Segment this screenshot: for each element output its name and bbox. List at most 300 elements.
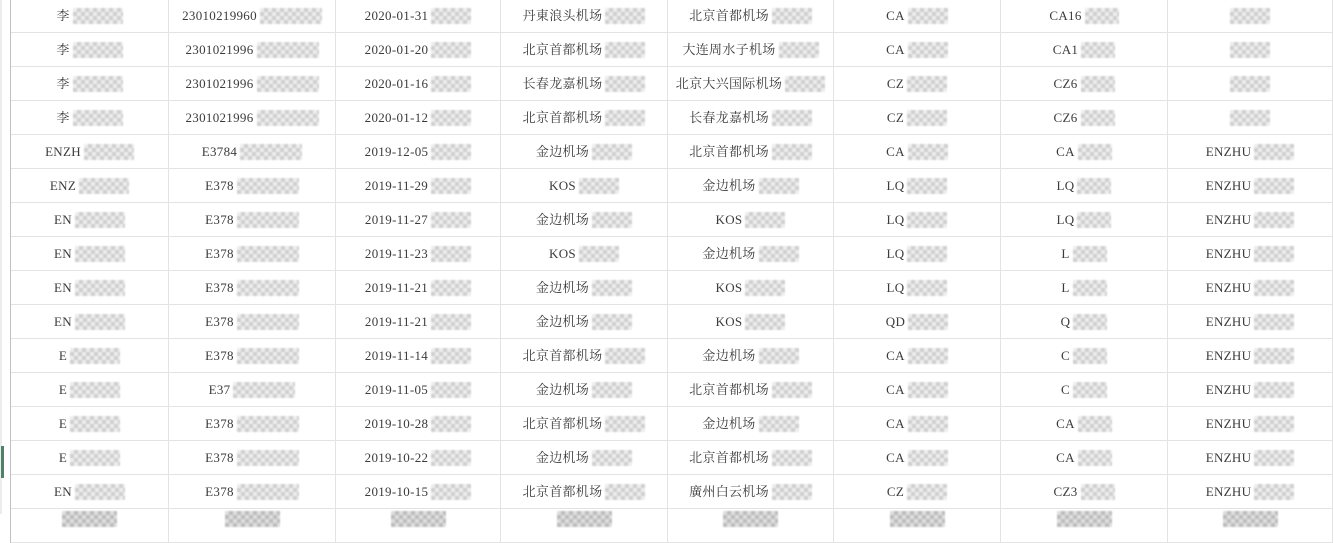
cell-flight_no[interactable] bbox=[1001, 203, 1168, 237]
cell-passenger_tag[interactable] bbox=[1168, 101, 1333, 135]
cell-arrival_airport[interactable] bbox=[668, 33, 834, 67]
censored-blur-patch bbox=[1254, 416, 1294, 432]
censored-blur-patch bbox=[84, 144, 134, 160]
cell-airline_code[interactable] bbox=[834, 475, 1001, 509]
table-row bbox=[11, 305, 1332, 339]
cell-flight_no[interactable] bbox=[1001, 67, 1168, 101]
cell-text: E3784 bbox=[201, 144, 238, 159]
cell-text: ENZHU bbox=[1205, 484, 1252, 499]
cell-arrival_airport[interactable] bbox=[668, 373, 834, 407]
cell-text: 2020-01-16 bbox=[364, 76, 429, 91]
censored-blur-patch bbox=[907, 246, 947, 262]
cell-name[interactable] bbox=[11, 305, 169, 339]
censored-blur-patch bbox=[1073, 280, 1107, 296]
cell-text: E bbox=[58, 416, 68, 431]
cell-arrival_airport[interactable] bbox=[668, 475, 834, 509]
cell-passenger_tag[interactable] bbox=[1168, 169, 1333, 203]
cell-name[interactable] bbox=[11, 33, 169, 67]
cell-text: E378 bbox=[205, 314, 234, 329]
cell-text: 2019-12-05 bbox=[364, 144, 429, 159]
censored-blur-patch bbox=[1230, 8, 1270, 24]
cell-passenger_tag[interactable] bbox=[1168, 135, 1333, 169]
cell-text: 金边机场 bbox=[535, 382, 590, 397]
cell-date[interactable] bbox=[336, 475, 501, 509]
cell-text: E378 bbox=[205, 212, 234, 227]
cell-text: CZ bbox=[886, 110, 905, 125]
cell-airline_code[interactable] bbox=[834, 339, 1001, 373]
censored-blur-patch bbox=[1077, 212, 1111, 228]
censored-blur-patch bbox=[1254, 280, 1294, 296]
cell-departure_airport[interactable] bbox=[501, 33, 668, 67]
censored-blur-patch bbox=[745, 212, 785, 228]
cell-text: E378 bbox=[205, 178, 234, 193]
cell-text: 2019-11-29 bbox=[364, 178, 429, 193]
cell-departure_airport[interactable] bbox=[501, 441, 668, 475]
cell-arrival_airport[interactable] bbox=[668, 101, 834, 135]
cell-name[interactable] bbox=[11, 441, 169, 475]
cell-text: E37 bbox=[208, 382, 231, 397]
cell-departure_airport[interactable] bbox=[501, 407, 668, 441]
cell-text: EN bbox=[54, 212, 72, 227]
cell-airline_code[interactable] bbox=[834, 67, 1001, 101]
cell-text: CZ bbox=[886, 76, 905, 91]
censored-blur-patch bbox=[237, 416, 299, 432]
cell-text: LQ bbox=[1056, 212, 1075, 227]
cell-text: 2019-11-27 bbox=[364, 212, 429, 227]
cell-text: CZ bbox=[886, 484, 905, 499]
cell-text: ENZHU bbox=[1205, 314, 1252, 329]
censored-blur-patch bbox=[237, 484, 299, 500]
censored-blur-patch bbox=[237, 178, 299, 194]
cell-id_number[interactable] bbox=[169, 169, 336, 203]
censored-blur-patch bbox=[907, 280, 947, 296]
cell-text: 北京首都机场 bbox=[689, 382, 769, 397]
censored-blur-patch bbox=[908, 42, 948, 58]
censored-blur-patch bbox=[1078, 144, 1112, 160]
cell-flight_no[interactable] bbox=[1001, 101, 1168, 135]
cell-passenger_tag[interactable] bbox=[1168, 237, 1333, 271]
cell-flight_no[interactable] bbox=[1001, 441, 1168, 475]
cell-text: ENZHU bbox=[1205, 280, 1252, 295]
cell-text: CA bbox=[886, 144, 905, 159]
cell-date[interactable] bbox=[336, 441, 501, 475]
censored-blur-patch bbox=[907, 484, 947, 500]
cell-text: KOS bbox=[549, 178, 576, 193]
cell-id_number[interactable] bbox=[169, 203, 336, 237]
cell-date[interactable] bbox=[336, 33, 501, 67]
censored-blur-patch bbox=[1078, 416, 1112, 432]
cell-flight_no[interactable] bbox=[1001, 407, 1168, 441]
cell-departure_airport[interactable] bbox=[501, 373, 668, 407]
cell-text: 2019-10-28 bbox=[364, 416, 429, 431]
cell-departure_airport[interactable] bbox=[501, 475, 668, 509]
cell-date[interactable] bbox=[336, 203, 501, 237]
cell-airline_code[interactable] bbox=[834, 407, 1001, 441]
censored-blur-patch bbox=[745, 314, 785, 330]
cell-name[interactable] bbox=[11, 203, 169, 237]
cell-arrival_airport[interactable] bbox=[668, 339, 834, 373]
cell-flight_no[interactable] bbox=[1001, 33, 1168, 67]
censored-blur-patch bbox=[605, 42, 645, 58]
censored-blur-patch bbox=[431, 484, 471, 500]
cell-date[interactable] bbox=[336, 373, 501, 407]
cell-text: LQ bbox=[886, 280, 905, 295]
cell-passenger_tag[interactable] bbox=[1168, 373, 1333, 407]
cell-text: 2020-01-31 bbox=[364, 8, 429, 23]
censored-blur-patch bbox=[759, 246, 799, 262]
table-row bbox=[11, 373, 1332, 407]
censored-blur-patch bbox=[1254, 144, 1294, 160]
cell-text: CA bbox=[886, 348, 905, 363]
cell-passenger_tag[interactable] bbox=[1168, 407, 1333, 441]
censored-blur-patch bbox=[1078, 450, 1112, 466]
cell-text: 北京首都机场 bbox=[689, 144, 769, 159]
censored-blur-patch bbox=[908, 348, 948, 364]
cell-text: C bbox=[1061, 382, 1070, 397]
censored-blur-patch bbox=[79, 178, 129, 194]
censored-blur-patch bbox=[557, 511, 612, 527]
cell-name[interactable] bbox=[11, 169, 169, 203]
cell-arrival_airport[interactable] bbox=[668, 305, 834, 339]
censored-blur-patch bbox=[592, 144, 632, 160]
cell-text: CA1 bbox=[1052, 42, 1079, 57]
censored-blur-patch bbox=[772, 484, 812, 500]
cell-airline_code[interactable] bbox=[834, 237, 1001, 271]
cell-text: ENZH bbox=[45, 144, 81, 159]
censored-blur-patch bbox=[908, 450, 948, 466]
cell-text: ENZHU bbox=[1205, 178, 1252, 193]
censored-blur-patch bbox=[1085, 8, 1119, 24]
cell-text: CA bbox=[886, 416, 905, 431]
cell-text: KOS bbox=[715, 280, 743, 295]
censored-blur-patch bbox=[907, 110, 947, 126]
cell-text: KOS bbox=[715, 314, 743, 329]
cell-departure_airport[interactable] bbox=[501, 339, 668, 373]
cell-id_number[interactable] bbox=[169, 407, 336, 441]
censored-blur-patch bbox=[759, 348, 799, 364]
censored-blur-patch bbox=[62, 511, 117, 527]
table-row bbox=[11, 339, 1332, 373]
cell-airline_code[interactable] bbox=[834, 373, 1001, 407]
cell-name[interactable] bbox=[11, 339, 169, 373]
cell-passenger_tag[interactable] bbox=[1168, 67, 1333, 101]
cell-passenger_tag[interactable] bbox=[1168, 475, 1333, 509]
table-row bbox=[11, 169, 1332, 203]
censored-blur-patch bbox=[1254, 348, 1294, 364]
cell-flight_no[interactable] bbox=[1001, 169, 1168, 203]
censored-blur-patch bbox=[592, 382, 632, 398]
cell-text: 李 bbox=[56, 76, 70, 91]
cell-id_number[interactable] bbox=[169, 101, 336, 135]
censored-blur-patch bbox=[907, 178, 947, 194]
cell-arrival_airport[interactable] bbox=[668, 0, 834, 33]
cell-date[interactable] bbox=[336, 0, 501, 33]
censored-blur-patch bbox=[73, 8, 123, 24]
cell-airline_code[interactable] bbox=[834, 203, 1001, 237]
cell-arrival_airport[interactable] bbox=[668, 135, 834, 169]
cell-name[interactable] bbox=[11, 237, 169, 271]
censored-blur-patch bbox=[257, 110, 319, 126]
cell-passenger_tag[interactable] bbox=[1168, 305, 1333, 339]
censored-blur-patch bbox=[431, 450, 471, 466]
cell-id_number[interactable] bbox=[169, 475, 336, 509]
cell-id_number[interactable] bbox=[169, 441, 336, 475]
censored-blur-patch bbox=[431, 280, 471, 296]
cell-date[interactable] bbox=[336, 67, 501, 101]
cell-name[interactable] bbox=[11, 101, 169, 135]
cell-departure_airport[interactable] bbox=[501, 305, 668, 339]
cell-airline_code[interactable] bbox=[834, 135, 1001, 169]
censored-blur-patch bbox=[75, 484, 125, 500]
censored-blur-patch bbox=[605, 348, 645, 364]
cell-departure_airport[interactable] bbox=[501, 169, 668, 203]
cell-airline_code[interactable] bbox=[834, 305, 1001, 339]
censored-blur-patch bbox=[70, 348, 120, 364]
censored-blur-patch bbox=[73, 76, 123, 92]
cell-text: 金边机场 bbox=[535, 212, 590, 227]
censored-blur-patch bbox=[73, 42, 123, 58]
cell-text: 长春龙嘉机场 bbox=[689, 110, 769, 125]
censored-blur-patch bbox=[907, 212, 947, 228]
cell-text: E378 bbox=[205, 450, 234, 465]
cell-text: 北京首都机场 bbox=[522, 42, 603, 57]
table-row bbox=[11, 237, 1332, 271]
cell-text: L bbox=[1061, 246, 1070, 261]
cell-text: CZ6 bbox=[1053, 110, 1078, 125]
cell-text: CA bbox=[886, 382, 905, 397]
censored-blur-patch bbox=[605, 416, 645, 432]
cell-text: CZ3 bbox=[1053, 484, 1078, 499]
cell-passenger_tag[interactable] bbox=[1168, 203, 1333, 237]
cell-departure_airport[interactable] bbox=[501, 0, 668, 33]
censored-blur-patch bbox=[431, 8, 471, 24]
cell-text: ENZHU bbox=[1205, 348, 1252, 363]
cell-name[interactable] bbox=[11, 373, 169, 407]
cell-passenger_tag[interactable] bbox=[1168, 0, 1333, 33]
censored-blur-patch bbox=[75, 280, 125, 296]
censored-blur-patch bbox=[70, 450, 120, 466]
cell-name[interactable] bbox=[11, 475, 169, 509]
cell-text: 北京首都机场 bbox=[689, 450, 769, 465]
cell-text: ENZHU bbox=[1205, 382, 1252, 397]
cell-passenger_tag[interactable] bbox=[1168, 509, 1333, 543]
censored-blur-patch bbox=[605, 76, 645, 92]
cell-airline_code[interactable] bbox=[834, 509, 1001, 543]
cell-id_number[interactable] bbox=[169, 67, 336, 101]
censored-blur-patch bbox=[890, 511, 945, 527]
cell-text: 2301021996 bbox=[185, 42, 254, 57]
cell-id_number[interactable] bbox=[169, 305, 336, 339]
censored-blur-patch bbox=[237, 280, 299, 296]
cell-name[interactable] bbox=[11, 271, 169, 305]
cell-flight_no[interactable] bbox=[1001, 475, 1168, 509]
cell-text: KOS bbox=[715, 212, 743, 227]
cell-text: ENZHU bbox=[1205, 246, 1252, 261]
cell-date[interactable] bbox=[336, 237, 501, 271]
censored-blur-patch bbox=[772, 450, 812, 466]
cell-text: EN bbox=[54, 484, 72, 499]
cell-departure_airport[interactable] bbox=[501, 237, 668, 271]
cell-id_number[interactable] bbox=[169, 0, 336, 33]
censored-blur-patch bbox=[237, 314, 299, 330]
cell-airline_code[interactable] bbox=[834, 271, 1001, 305]
cell-text: LQ bbox=[1056, 178, 1075, 193]
cell-departure_airport[interactable] bbox=[501, 271, 668, 305]
cell-text: E378 bbox=[205, 280, 234, 295]
censored-blur-patch bbox=[1081, 76, 1115, 92]
cell-id_number[interactable] bbox=[169, 509, 336, 543]
censored-blur-patch bbox=[745, 280, 785, 296]
censored-blur-patch bbox=[431, 382, 471, 398]
cell-name[interactable] bbox=[11, 0, 169, 33]
cell-text: LQ bbox=[886, 212, 905, 227]
table-row bbox=[11, 33, 1332, 67]
cell-flight_no[interactable] bbox=[1001, 509, 1168, 543]
cell-text: ENZHU bbox=[1205, 212, 1252, 227]
cell-flight_no[interactable] bbox=[1001, 135, 1168, 169]
cell-text: LQ bbox=[886, 246, 905, 261]
censored-blur-patch bbox=[75, 212, 125, 228]
cell-text: QD bbox=[885, 314, 906, 329]
censored-blur-patch bbox=[779, 42, 819, 58]
cell-passenger_tag[interactable] bbox=[1168, 33, 1333, 67]
censored-blur-patch bbox=[1081, 110, 1115, 126]
cell-departure_airport[interactable] bbox=[501, 67, 668, 101]
cell-id_number[interactable] bbox=[169, 271, 336, 305]
cell-text: 大连周水子机场 bbox=[682, 42, 776, 57]
cell-name[interactable] bbox=[11, 67, 169, 101]
cell-departure_airport[interactable] bbox=[501, 509, 668, 543]
cell-text: E378 bbox=[205, 348, 234, 363]
cell-id_number[interactable] bbox=[169, 373, 336, 407]
cell-date[interactable] bbox=[336, 101, 501, 135]
cell-text: Q bbox=[1060, 314, 1071, 329]
cell-passenger_tag[interactable] bbox=[1168, 339, 1333, 373]
censored-blur-patch bbox=[908, 416, 948, 432]
cell-name[interactable] bbox=[11, 509, 169, 543]
cell-text: E378 bbox=[205, 416, 234, 431]
cell-text: ENZHU bbox=[1205, 416, 1252, 431]
censored-blur-patch bbox=[772, 144, 812, 160]
cell-departure_airport[interactable] bbox=[501, 135, 668, 169]
cell-text: EN bbox=[54, 246, 72, 261]
cell-text: 2019-11-05 bbox=[364, 382, 429, 397]
cell-text: 2019-11-21 bbox=[364, 280, 429, 295]
cell-text: 23010219960 bbox=[182, 8, 257, 23]
cell-arrival_airport[interactable] bbox=[668, 407, 834, 441]
cell-date[interactable] bbox=[336, 339, 501, 373]
cell-text: CA bbox=[1056, 450, 1075, 465]
cell-arrival_airport[interactable] bbox=[668, 271, 834, 305]
censored-blur-patch bbox=[1230, 76, 1270, 92]
cell-date[interactable] bbox=[336, 407, 501, 441]
censored-blur-patch bbox=[75, 246, 125, 262]
censored-blur-patch bbox=[908, 8, 948, 24]
cell-airline_code[interactable] bbox=[834, 33, 1001, 67]
censored-blur-patch bbox=[431, 212, 471, 228]
cell-text: 北京首都机场 bbox=[522, 110, 603, 125]
cell-arrival_airport[interactable] bbox=[668, 203, 834, 237]
censored-blur-patch bbox=[1073, 348, 1107, 364]
table-row bbox=[11, 509, 1332, 543]
censored-blur-patch bbox=[1230, 42, 1270, 58]
cell-text: 2019-11-14 bbox=[364, 348, 429, 363]
cell-flight_no[interactable] bbox=[1001, 237, 1168, 271]
cell-text: CA bbox=[1056, 416, 1075, 431]
cell-text: E bbox=[58, 382, 68, 397]
cell-flight_no[interactable] bbox=[1001, 339, 1168, 373]
cell-flight_no[interactable] bbox=[1001, 373, 1168, 407]
cell-text: 2019-10-22 bbox=[364, 450, 429, 465]
censored-blur-patch bbox=[592, 280, 632, 296]
cell-date[interactable] bbox=[336, 271, 501, 305]
cell-text: 丹東浪头机场 bbox=[522, 8, 603, 23]
cell-airline_code[interactable] bbox=[834, 441, 1001, 475]
cell-arrival_airport[interactable] bbox=[668, 509, 834, 543]
censored-blur-patch bbox=[1254, 178, 1294, 194]
cell-text: 李 bbox=[56, 110, 70, 125]
censored-blur-patch bbox=[70, 382, 120, 398]
censored-blur-patch bbox=[1081, 484, 1115, 500]
cell-id_number[interactable] bbox=[169, 33, 336, 67]
cell-flight_no[interactable] bbox=[1001, 271, 1168, 305]
cell-passenger_tag[interactable] bbox=[1168, 271, 1333, 305]
cell-name[interactable] bbox=[11, 135, 169, 169]
censored-blur-patch bbox=[605, 110, 645, 126]
censored-blur-patch bbox=[579, 178, 619, 194]
cell-arrival_airport[interactable] bbox=[668, 441, 834, 475]
censored-blur-patch bbox=[772, 110, 812, 126]
cell-text: 金边机场 bbox=[702, 416, 756, 431]
cell-text: EN bbox=[54, 280, 72, 295]
cell-text: 2019-11-23 bbox=[364, 246, 429, 261]
cell-id_number[interactable] bbox=[169, 237, 336, 271]
cell-text: ENZHU bbox=[1205, 450, 1252, 465]
cell-name[interactable] bbox=[11, 407, 169, 441]
cell-arrival_airport[interactable] bbox=[668, 169, 834, 203]
censored-blur-patch bbox=[1073, 246, 1107, 262]
cell-passenger_tag[interactable] bbox=[1168, 441, 1333, 475]
cell-id_number[interactable] bbox=[169, 135, 336, 169]
cell-text: 2020-01-20 bbox=[364, 42, 429, 57]
cell-arrival_airport[interactable] bbox=[668, 67, 834, 101]
censored-blur-patch bbox=[237, 348, 299, 364]
cell-departure_airport[interactable] bbox=[501, 101, 668, 135]
cell-flight_no[interactable] bbox=[1001, 0, 1168, 33]
censored-blur-patch bbox=[723, 511, 778, 527]
cell-date[interactable] bbox=[336, 305, 501, 339]
cell-text: 长春龙嘉机场 bbox=[522, 76, 603, 91]
cell-airline_code[interactable] bbox=[834, 101, 1001, 135]
cell-date[interactable] bbox=[336, 135, 501, 169]
cell-date[interactable] bbox=[336, 169, 501, 203]
censored-blur-patch bbox=[1254, 314, 1294, 330]
censored-blur-patch bbox=[225, 511, 280, 527]
cell-airline_code[interactable] bbox=[834, 169, 1001, 203]
censored-blur-patch bbox=[1081, 42, 1115, 58]
cell-text: E378 bbox=[205, 484, 234, 499]
censored-blur-patch bbox=[257, 76, 319, 92]
cell-airline_code[interactable] bbox=[834, 0, 1001, 33]
cell-departure_airport[interactable] bbox=[501, 203, 668, 237]
cell-arrival_airport[interactable] bbox=[668, 237, 834, 271]
cell-text: 金边机场 bbox=[535, 280, 590, 295]
cell-date[interactable] bbox=[336, 509, 501, 543]
cell-text: 金边机场 bbox=[535, 314, 590, 329]
cell-flight_no[interactable] bbox=[1001, 305, 1168, 339]
censored-blur-patch bbox=[605, 484, 645, 500]
cell-id_number[interactable] bbox=[169, 339, 336, 373]
